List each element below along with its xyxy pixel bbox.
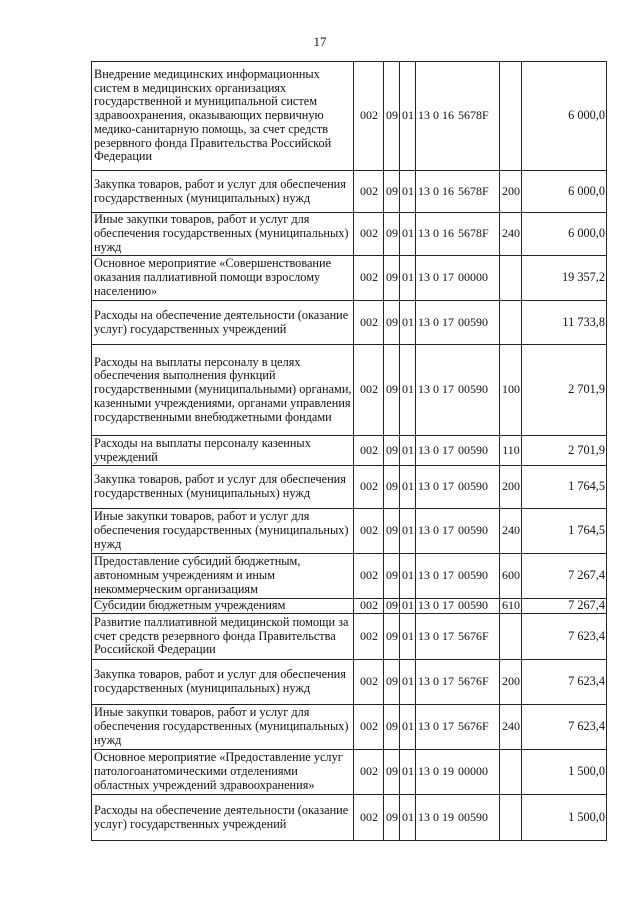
row-section: 09 (384, 62, 400, 171)
row-amount: 6 000,0 (522, 62, 607, 171)
row-ministry: 002 (354, 436, 384, 466)
row-subsection: 01 (400, 614, 416, 660)
row-target-program: 13 0 17 (418, 568, 454, 583)
row-expense-type: 600 (500, 554, 522, 599)
row-section: 09 (384, 599, 400, 614)
row-target (416, 795, 500, 841)
row-subsection: 01 (400, 301, 416, 345)
table-row (92, 599, 607, 614)
row-target (416, 554, 500, 599)
budget-table (91, 61, 607, 841)
row-amount: 2 701,9 (522, 345, 607, 436)
row-name: Закупка товаров, работ и услуг для обеспечения государственных (муниципальных) нужд (92, 660, 354, 705)
row-section: 09 (384, 466, 400, 509)
row-name: Расходы на выплаты персоналу казенных учреждений (92, 436, 354, 466)
row-target-program: 13 0 17 (418, 442, 454, 457)
row-name: Внедрение медицинских информационных систем в медицинских организациях государственной и муниципальной систем здравоохранения, оказывающих первичную медико-санитарную помощь, за счет средств резервного фонда Правительства Российской Федерации (92, 62, 354, 171)
row-target (416, 660, 500, 705)
row-section: 09 (384, 509, 400, 554)
row-section: 09 (384, 171, 400, 213)
row-expense-type: 110 (500, 436, 522, 466)
row-expense-type: 240 (500, 213, 522, 256)
row-target (416, 436, 500, 466)
row-expense-type: 200 (500, 660, 522, 705)
row-ministry: 002 (354, 213, 384, 256)
row-target-direction: 5678F (458, 183, 489, 198)
table-row (92, 171, 607, 213)
table-row (92, 705, 607, 750)
row-amount: 1 500,0 (522, 795, 607, 841)
row-name: Расходы на обеспечение деятельности (оказание услуг) государственных учреждений (92, 795, 354, 841)
row-ministry: 002 (354, 614, 384, 660)
row-target-program: 13 0 17 (418, 382, 454, 397)
table-row (92, 213, 607, 256)
table-row (92, 301, 607, 345)
table-row (92, 466, 607, 509)
row-expense-type: 240 (500, 705, 522, 750)
row-name: Основное мероприятие «Предоставление услуг патологоанатомическими отделениями областных учреждений здравоохранения» (92, 750, 354, 795)
row-amount: 7 267,4 (522, 554, 607, 599)
table-row (92, 614, 607, 660)
row-ministry: 002 (354, 345, 384, 436)
row-subsection: 01 (400, 705, 416, 750)
row-target-program: 13 0 16 (418, 108, 454, 123)
row-name: Основное мероприятие «Совершенствование оказания паллиативной помощи взрослому населению» (92, 256, 354, 301)
row-target (416, 705, 500, 750)
row-expense-type: 100 (500, 345, 522, 436)
row-expense-type (500, 256, 522, 301)
row-section: 09 (384, 705, 400, 750)
row-expense-type: 200 (500, 171, 522, 213)
row-amount: 7 623,4 (522, 614, 607, 660)
row-name: Закупка товаров, работ и услуг для обеспечения государственных (муниципальных) нужд (92, 466, 354, 509)
row-target-program: 13 0 16 (418, 183, 454, 198)
row-subsection: 01 (400, 795, 416, 841)
row-name: Закупка товаров, работ и услуг для обеспечения государственных (муниципальных) нужд (92, 171, 354, 213)
row-target-direction: 5676F (458, 719, 489, 734)
row-ministry: 002 (354, 795, 384, 841)
row-name: Иные закупки товаров, работ и услуг для обеспечения государственных (муниципальных) нужд (92, 213, 354, 256)
row-target-direction: 00590 (458, 314, 488, 329)
row-name: Расходы на выплаты персоналу в целях обеспечения выполнения функций государственными (муниципальными) органами, казенными учреждениями, органами управления государственными внебюджетными фондами (92, 345, 354, 436)
row-section: 09 (384, 256, 400, 301)
row-subsection: 01 (400, 466, 416, 509)
row-target-program: 13 0 17 (418, 314, 454, 329)
row-target-program: 13 0 17 (418, 598, 454, 613)
row-name: Развитие паллиативной медицинской помощи за счет средств резервного фонда Правительства Российской Федерации (92, 614, 354, 660)
row-expense-type (500, 795, 522, 841)
row-section: 09 (384, 614, 400, 660)
row-expense-type: 240 (500, 509, 522, 554)
table-row (92, 256, 607, 301)
row-ministry: 002 (354, 62, 384, 171)
row-target-program: 13 0 17 (418, 479, 454, 494)
row-ministry: 002 (354, 750, 384, 795)
row-name: Иные закупки товаров, работ и услуг для обеспечения государственных (муниципальных) нужд (92, 509, 354, 554)
row-section: 09 (384, 750, 400, 795)
row-target-program: 13 0 16 (418, 226, 454, 241)
row-target-direction: 00590 (458, 523, 488, 538)
row-subsection: 01 (400, 554, 416, 599)
row-ministry: 002 (354, 705, 384, 750)
row-amount: 2 701,9 (522, 436, 607, 466)
row-target (416, 213, 500, 256)
row-target-direction: 5676F (458, 628, 489, 643)
row-amount: 1 764,5 (522, 466, 607, 509)
row-target-direction: 00590 (458, 598, 488, 613)
table-row (92, 62, 607, 171)
row-target (416, 614, 500, 660)
row-name: Субсидии бюджетным учреждениям (92, 599, 354, 614)
row-expense-type (500, 301, 522, 345)
row-amount: 19 357,2 (522, 256, 607, 301)
row-target-direction: 00000 (458, 764, 488, 779)
row-amount: 7 267,4 (522, 599, 607, 614)
row-target-direction: 5678F (458, 226, 489, 241)
row-section: 09 (384, 660, 400, 705)
row-target (416, 171, 500, 213)
table-row (92, 509, 607, 554)
row-target-direction: 00000 (458, 270, 488, 285)
row-target (416, 62, 500, 171)
row-target-direction: 00590 (458, 442, 488, 457)
table-body (92, 62, 607, 841)
table-row (92, 660, 607, 705)
row-target (416, 599, 500, 614)
row-expense-type: 200 (500, 466, 522, 509)
row-name: Иные закупки товаров, работ и услуг для обеспечения государственных (муниципальных) нужд (92, 705, 354, 750)
row-ministry: 002 (354, 256, 384, 301)
row-target (416, 750, 500, 795)
row-section: 09 (384, 301, 400, 345)
table-row (92, 750, 607, 795)
row-section: 09 (384, 554, 400, 599)
row-target-program: 13 0 17 (418, 523, 454, 538)
row-target-direction: 00590 (458, 568, 488, 583)
row-target (416, 509, 500, 554)
row-subsection: 01 (400, 171, 416, 213)
table-row (92, 436, 607, 466)
row-section: 09 (384, 795, 400, 841)
row-target-program: 13 0 19 (418, 764, 454, 779)
row-expense-type (500, 62, 522, 171)
row-ministry: 002 (354, 554, 384, 599)
row-amount: 7 623,4 (522, 705, 607, 750)
row-ministry: 002 (354, 509, 384, 554)
row-name: Предоставление субсидий бюджетным, автономным учреждениям и иным некоммерческим организациям (92, 554, 354, 599)
row-target-program: 13 0 17 (418, 719, 454, 734)
row-amount: 6 000,0 (522, 171, 607, 213)
row-target-program: 13 0 19 (418, 809, 454, 824)
row-target-program: 13 0 17 (418, 270, 454, 285)
row-subsection: 01 (400, 345, 416, 436)
row-target-direction: 5676F (458, 674, 489, 689)
row-target (416, 301, 500, 345)
row-ministry: 002 (354, 599, 384, 614)
row-target (416, 345, 500, 436)
row-ministry: 002 (354, 171, 384, 213)
row-subsection: 01 (400, 213, 416, 256)
row-ministry: 002 (354, 466, 384, 509)
row-subsection: 01 (400, 256, 416, 301)
row-amount: 1 500,0 (522, 750, 607, 795)
row-section: 09 (384, 345, 400, 436)
row-target-direction: 00590 (458, 479, 488, 494)
row-amount: 11 733,8 (522, 301, 607, 345)
row-subsection: 01 (400, 599, 416, 614)
row-subsection: 01 (400, 62, 416, 171)
row-target-program: 13 0 17 (418, 628, 454, 643)
row-section: 09 (384, 436, 400, 466)
row-ministry: 002 (354, 301, 384, 345)
row-subsection: 01 (400, 660, 416, 705)
row-target-direction: 00590 (458, 382, 488, 397)
row-target-direction: 5678F (458, 108, 489, 123)
row-target (416, 256, 500, 301)
row-target-program: 13 0 17 (418, 674, 454, 689)
row-amount: 1 764,5 (522, 509, 607, 554)
row-subsection: 01 (400, 750, 416, 795)
row-section: 09 (384, 213, 400, 256)
row-expense-type (500, 750, 522, 795)
row-subsection: 01 (400, 509, 416, 554)
table-row (92, 795, 607, 841)
row-target-direction: 00590 (458, 809, 488, 824)
table-row (92, 345, 607, 436)
row-name: Расходы на обеспечение деятельности (оказание услуг) государственных учреждений (92, 301, 354, 345)
row-subsection: 01 (400, 436, 416, 466)
row-ministry: 002 (354, 660, 384, 705)
row-target (416, 466, 500, 509)
row-expense-type: 610 (500, 599, 522, 614)
page-number: 17 (313, 34, 327, 49)
row-amount: 6 000,0 (522, 213, 607, 256)
row-amount: 7 623,4 (522, 660, 607, 705)
table-row (92, 554, 607, 599)
row-expense-type (500, 614, 522, 660)
